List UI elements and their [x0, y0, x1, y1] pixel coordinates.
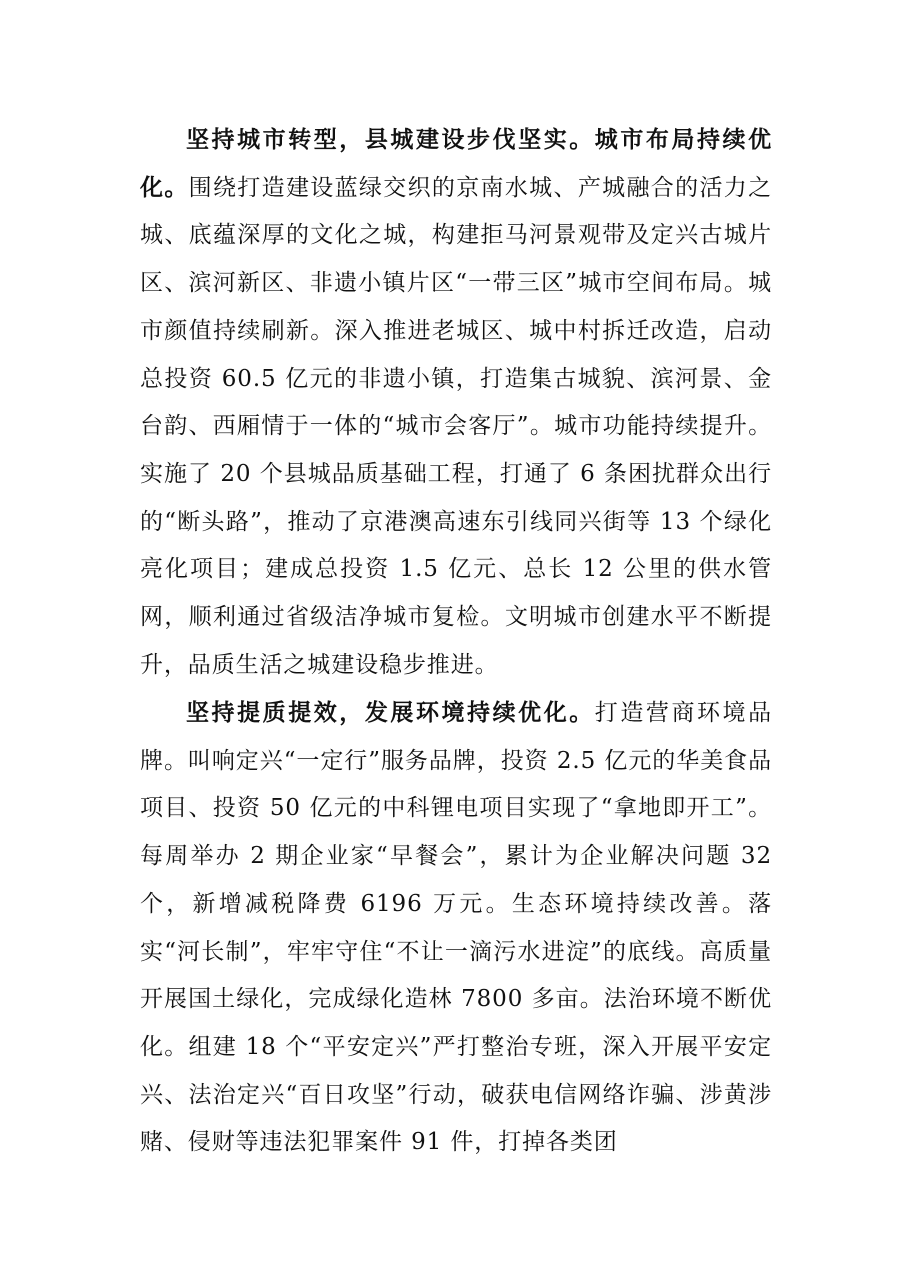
paragraph-lead-heading: 坚持城市转型，县城建设步伐坚实。城市布局持续优化。	[140, 127, 772, 201]
paragraph-body-text: 围绕打造建设蓝绿交织的京南水城、产城融合的活力之城、底蕴深厚的文化之城，构建拒马河景观带及定兴古城片区、滨河新区、非遗小镇片区“一带三区”城市空间布局。城市颜值持续刷新。深入推进老城区、城中村拆迁改造，启动总投资 60.5 亿元的非遗小镇，打造集古城貌、滨河景、金台韵、西厢情于一体的“城市会客厅”。城市功能持续提升。实施了 20 个县城品质基础工程，打通了 6 条困扰群众出行的“断头路”，推动了京港澳高速东引线同兴街等 13 个绿化亮化项目；建成总投资 1.5 亿元、总长 12 公里的供水管网，顺利通过省级洁净城市复检。文明城市创建水平不断提升，品质生活之城建设稳步推进。	[140, 174, 772, 678]
paragraph-body-text: 打造营商环境品牌。叫响定兴“一定行”服务品牌，投资 2.5 亿元的华美食品项目、投资 50 亿元的中科锂电项目实现了“拿地即开工”。每周举办 2 期企业家“早餐会”，累计为企业解决问题 32 个，新增减税降费 6196 万元。生态环境持续改善。落实“河长制”，牢牢守住“不让一滴污水进淀”的底线。高质量开展国土绿化，完成绿化造林 7800 多亩。法治环境不断优化。组建 18 个“平安定兴”严打整治专班，深入开展平安定兴、法治定兴“百日攻坚”行动，破获电信网络诈骗、涉黄涉赌、侵财等违法犯罪案件 91 件，打掉各类团	[140, 700, 772, 1156]
paragraph-lead-heading: 坚持提质提效，发展环境持续优化。	[186, 700, 595, 726]
paragraph-city-transformation	[140, 117, 772, 689]
paragraph-development-environment	[140, 690, 772, 1167]
